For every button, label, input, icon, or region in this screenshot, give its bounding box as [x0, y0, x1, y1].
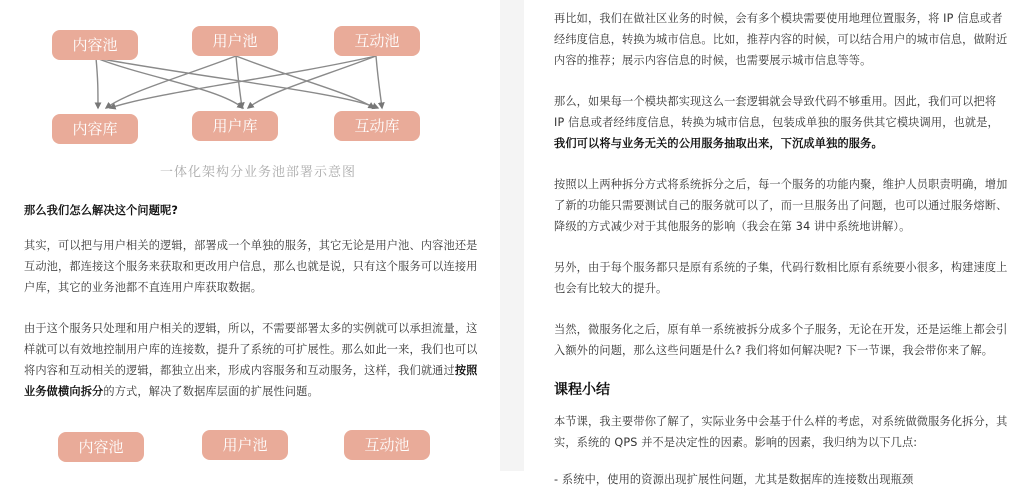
question-heading: 那么我们怎么解决这个问题呢?	[24, 204, 179, 217]
content-pool-box: 内容池	[58, 432, 144, 462]
paragraph: 当然，微服务化之后，原有单一系统被拆分成多个子服务，无论在开发，还是运维上都会引入额外的问题，那么这些问题是什么? 我们将如何解决呢? 下一节课，我会带你来了解。	[554, 323, 1008, 357]
paragraph: 按照以上两种拆分方式将系统拆分之后，每一个服务的功能内聚，维护人员职责明确，增加了新的功能只需要测试自己的服务就可以了，而一旦服务出了问题，也可以通过服务熔断、降级的方式减少对于其他服务的影响（我会在第 34 讲中系统地讲解）。	[554, 178, 1008, 233]
section-title: 课程小结	[554, 382, 610, 398]
paragraph: 本节课，我主要带你了解了，实际业务中会基于什么样的考虑，对系统做微服务化拆分，其实，系统的 QPS 并不是决定性的因素。影响的因素，我归纳为以下几点:	[554, 415, 1008, 449]
column-gutter	[500, 0, 524, 471]
interaction-pool-box: 互动池	[344, 430, 430, 460]
list-item: - 系统中，使用的资源出现扩展性问题，尤其是数据库的连接数出现瓶颈	[554, 473, 914, 486]
service-split-diagram	[18, 432, 498, 472]
paragraph: 再比如，我们在做社区业务的时候，会有多个模块需要使用地理位置服务，将 IP 信息或者经纬度信息，转换为城市信息。比如，推荐内容的时候，可以结合用户的城市信息，做附近内容的推荐；展示内容信息的时候，也需要展示城市信息等等。	[554, 12, 1008, 67]
pool-deployment-diagram	[18, 0, 498, 188]
paragraph: 那么，如果每一个模块都实现这么一套逻辑就会导致代码不够重用。因此，我们可以把将 IP 信息或者经纬度信息，转换为城市信息，包装成单独的服务供其它模块调用，也就是，我们可以将与业务无关的公用服务抽取出来，下沉成单独的服务。	[554, 95, 999, 150]
content-db-box: 内容库	[52, 114, 138, 144]
right-column	[524, 0, 1024, 486]
diagram-caption: 一体化架构分业务池部署示意图	[159, 165, 356, 180]
user-pool-box: 用户池	[192, 26, 278, 56]
left-column	[0, 0, 500, 471]
paragraph: 其实，可以把与用户相关的逻辑，部署成一个单独的服务，其它无论是用户池、内容池还是互动池，都连接这个服务来获取和更改用户信息，那么也就是说，只有这个服务可以连接用户库，其它的业务池都不直连用户库获取数据。	[24, 239, 478, 294]
paragraph: 由于这个服务只处理和用户相关的逻辑，所以，不需要部署太多的实例就可以承担流量，这样就可以有效地控制用户库的连接数，提升了系统的可扩展性。那么如此一来，我们也可以将内容和互动相关的逻辑，都独立出来，形成内容服务和互动服务，这样，我们就通过按照业务做横向拆分的方式，解决了数据库层面的扩展性问题。	[24, 322, 478, 398]
user-pool-box: 用户池	[202, 430, 288, 460]
interaction-pool-box: 互动池	[334, 26, 420, 56]
user-db-box: 用户库	[192, 111, 278, 141]
interaction-db-box: 互动库	[334, 111, 420, 141]
content-pool-box: 内容池	[52, 30, 138, 60]
paragraph: 另外，由于每个服务都只是原有系统的子集，代码行数相比原有系统要小很多，构建速度上也会有比较大的提升。	[554, 261, 1008, 295]
